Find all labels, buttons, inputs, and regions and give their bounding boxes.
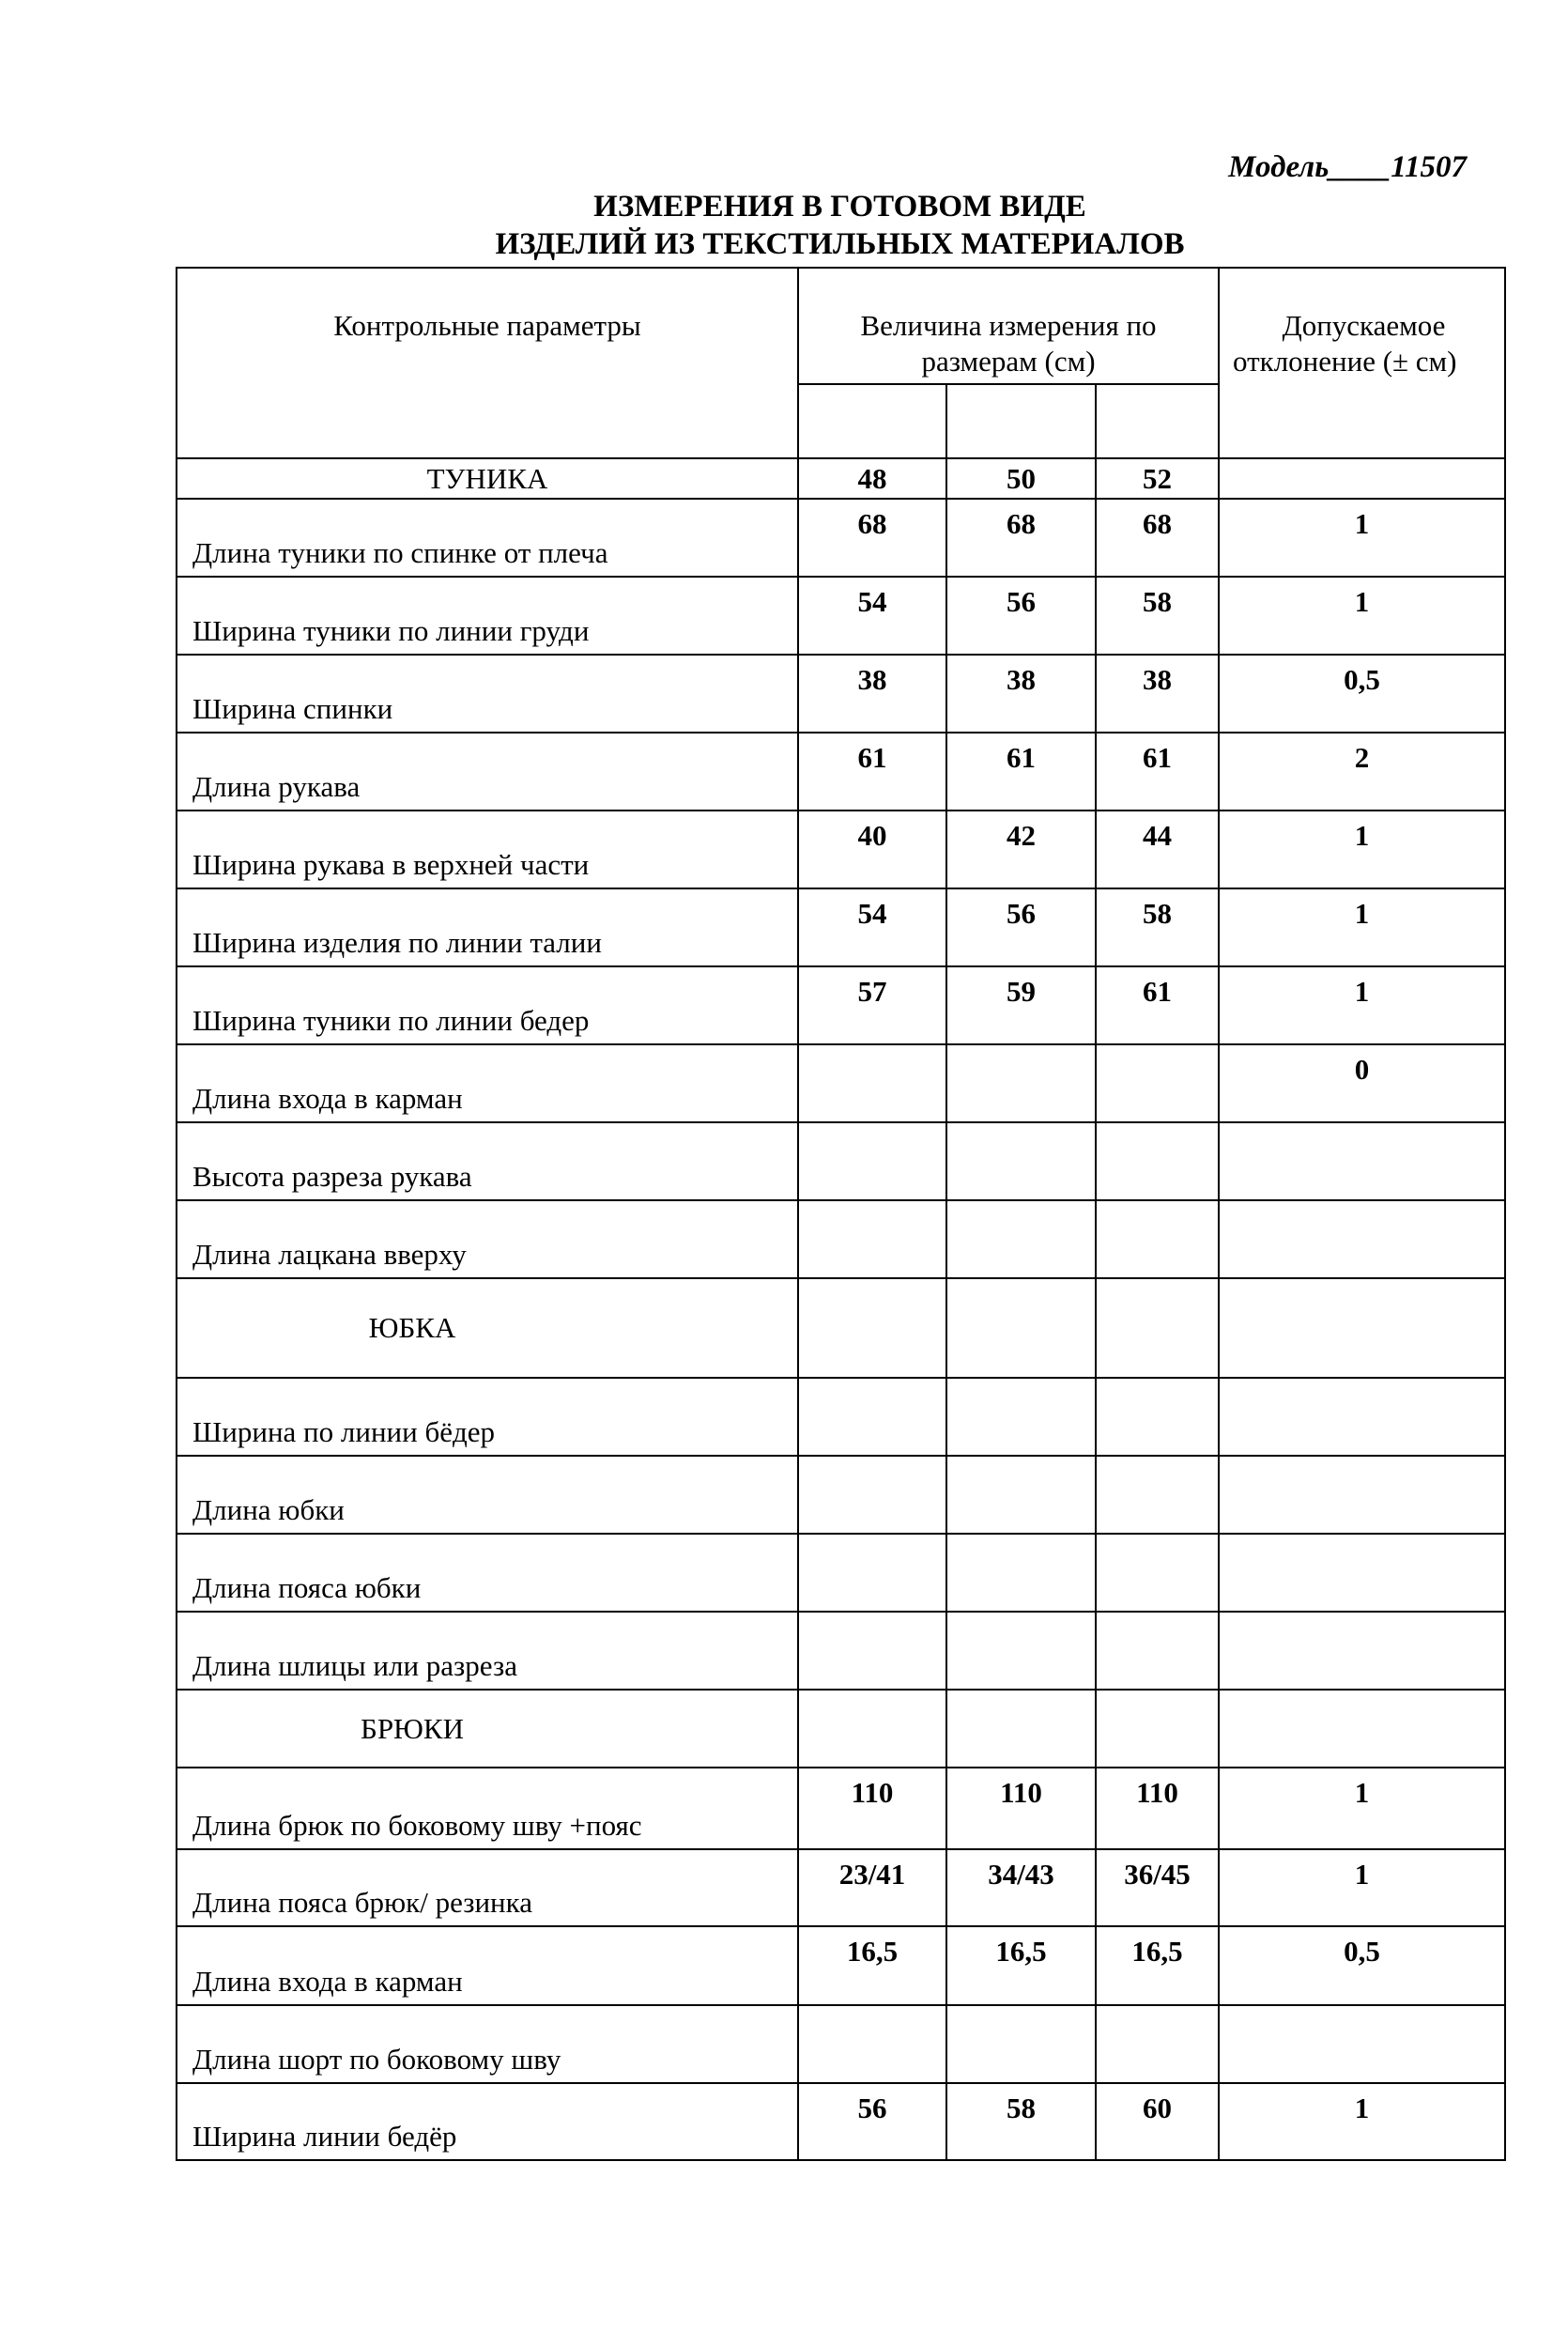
parameter-label: Длина пояса юбки [177, 1534, 798, 1612]
tolerance-value [1219, 2005, 1505, 2083]
size-value [1096, 1534, 1219, 1612]
parameter-label: Ширина по линии бёдер [177, 1378, 798, 1456]
size-value: 68 [798, 499, 946, 577]
table-row [177, 499, 1505, 577]
table-row [177, 888, 1505, 966]
table-row [177, 2083, 1505, 2160]
size-value: 110 [946, 1768, 1096, 1849]
size-value [798, 1044, 946, 1122]
table-row [177, 1044, 1505, 1122]
size-value: 54 [798, 577, 946, 655]
size-value: 56 [946, 888, 1096, 966]
size-value [798, 1612, 946, 1690]
parameter-label: Длина рукава [177, 733, 798, 811]
document-title-line-1: ИЗМЕРЕНИЯ В ГОТОВОМ ВИДЕ [593, 190, 1086, 224]
parameter-label: Длина входа в карман [177, 1044, 798, 1122]
size-value: 38 [1096, 655, 1219, 733]
size-value [798, 1200, 946, 1278]
size-value [798, 1278, 946, 1378]
size-value [1096, 1278, 1219, 1378]
size-value: 16,5 [1096, 1926, 1219, 2005]
size-header-cell [1096, 384, 1219, 458]
size-value: 59 [946, 966, 1096, 1044]
section-title: БРЮКИ [177, 1690, 798, 1768]
parameter-label: Ширина туники по линии бедер [177, 966, 798, 1044]
tolerance-value [1219, 1690, 1505, 1768]
parameter-label: Длина брюк по боковому шву +пояс [177, 1768, 798, 1849]
table-row [177, 1849, 1505, 1926]
parameter-label: Длина шорт по боковому шву [177, 2005, 798, 2083]
tolerance-value [1219, 1456, 1505, 1534]
size-value [946, 1044, 1096, 1122]
parameter-label: Ширина рукава в верхней части [177, 811, 798, 888]
size-header-cell [946, 384, 1096, 458]
size-value: 42 [946, 811, 1096, 888]
tolerance-value: 1 [1219, 1849, 1505, 1926]
tolerance-value: 1 [1219, 1768, 1505, 1849]
size-value [946, 1278, 1096, 1378]
tolerance-value: 1 [1219, 811, 1505, 888]
parameter-label: Длина входа в карман [177, 1926, 798, 2005]
size-value [798, 1122, 946, 1200]
size-value: 44 [1096, 811, 1219, 888]
model-number: Модель____11507 [1228, 150, 1467, 184]
section-title: ЮБКА [177, 1278, 798, 1378]
table-row [177, 1456, 1505, 1534]
tolerance-value: 1 [1219, 966, 1505, 1044]
parameter-label: Ширина спинки [177, 655, 798, 733]
size-value: 68 [946, 499, 1096, 577]
size-header-cell [798, 384, 946, 458]
tolerance-value: 0,5 [1219, 655, 1505, 733]
header-sizes: Величина измерения по размерам (см) [798, 268, 1219, 384]
size-value: 56 [946, 577, 1096, 655]
parameter-label: Длина шлицы или разреза [177, 1612, 798, 1690]
header-tolerance-line-2: отклонение (± см) [1233, 345, 1457, 378]
table-row [177, 655, 1505, 733]
tolerance-value [1219, 458, 1505, 499]
size-value: 34/43 [946, 1849, 1096, 1926]
tolerance-value [1219, 1122, 1505, 1200]
parameter-label: Длина лацкана вверху [177, 1200, 798, 1278]
size-value [946, 1690, 1096, 1768]
measurements-table [176, 267, 1506, 2161]
size-value [1096, 1044, 1219, 1122]
table-row [177, 733, 1505, 811]
size-label: 48 [798, 458, 946, 499]
table-row [177, 1534, 1505, 1612]
size-value [1096, 1200, 1219, 1278]
table-row [177, 577, 1505, 655]
table-row [177, 1612, 1505, 1690]
size-value: 68 [1096, 499, 1219, 577]
size-value: 61 [798, 733, 946, 811]
size-value: 38 [798, 655, 946, 733]
size-value [946, 1612, 1096, 1690]
tolerance-value: 1 [1219, 577, 1505, 655]
size-value: 40 [798, 811, 946, 888]
size-value: 16,5 [946, 1926, 1096, 2005]
size-value [798, 1378, 946, 1456]
header-tolerance [1219, 268, 1505, 458]
tolerance-value: 1 [1219, 888, 1505, 966]
table-row [177, 1378, 1505, 1456]
table-row [177, 811, 1505, 888]
size-value: 58 [946, 2083, 1096, 2160]
size-value [1096, 1456, 1219, 1534]
size-value [798, 2005, 946, 2083]
parameter-label: Длина юбки [177, 1456, 798, 1534]
size-value: 61 [1096, 733, 1219, 811]
parameter-label: Ширина туники по линии груди [177, 577, 798, 655]
table-row [177, 1768, 1505, 1849]
section-title: ТУНИКА [177, 458, 798, 499]
size-value [1096, 1612, 1219, 1690]
tolerance-value [1219, 1612, 1505, 1690]
size-value [1096, 1122, 1219, 1200]
size-value [798, 1690, 946, 1768]
size-value: 110 [1096, 1768, 1219, 1849]
size-value [1096, 1378, 1219, 1456]
header-params: Контрольные параметры [177, 268, 798, 458]
size-value: 61 [946, 733, 1096, 811]
table-row [177, 1122, 1505, 1200]
size-value: 60 [1096, 2083, 1219, 2160]
size-value: 56 [798, 2083, 946, 2160]
table-row [177, 966, 1505, 1044]
size-value [946, 1534, 1096, 1612]
table-row [177, 2005, 1505, 2083]
section-row [177, 458, 1505, 499]
size-value: 54 [798, 888, 946, 966]
header-tolerance-line-1: Допускаемое [1282, 309, 1446, 342]
parameter-label: Длина пояса брюк/ резинка [177, 1849, 798, 1926]
size-value: 36/45 [1096, 1849, 1219, 1926]
size-value: 58 [1096, 888, 1219, 966]
size-label: 50 [946, 458, 1096, 499]
parameter-label: Высота разреза рукава [177, 1122, 798, 1200]
size-value [1096, 1690, 1219, 1768]
size-label: 52 [1096, 458, 1219, 499]
size-value [946, 1200, 1096, 1278]
tolerance-value: 1 [1219, 2083, 1505, 2160]
tolerance-value [1219, 1200, 1505, 1278]
document-title-line-2: ИЗДЕЛИЙ ИЗ ТЕКСТИЛЬНЫХ МАТЕРИАЛОВ [495, 227, 1185, 261]
size-value: 16,5 [798, 1926, 946, 2005]
tolerance-value: 0,5 [1219, 1926, 1505, 2005]
size-value [798, 1534, 946, 1612]
size-value [946, 1122, 1096, 1200]
section-row [177, 1690, 1505, 1768]
tolerance-value [1219, 1534, 1505, 1612]
tolerance-value [1219, 1378, 1505, 1456]
parameter-label: Ширина линии бедёр [177, 2083, 798, 2160]
size-value: 110 [798, 1768, 946, 1849]
size-value [1096, 2005, 1219, 2083]
size-value: 38 [946, 655, 1096, 733]
tolerance-value: 0 [1219, 1044, 1505, 1122]
size-value [946, 1456, 1096, 1534]
parameter-label: Ширина изделия по линии талии [177, 888, 798, 966]
size-value [946, 1378, 1096, 1456]
parameter-label: Длина туники по спинке от плеча [177, 499, 798, 577]
size-value: 23/41 [798, 1849, 946, 1926]
size-value: 61 [1096, 966, 1219, 1044]
size-value [798, 1456, 946, 1534]
table-row [177, 1200, 1505, 1278]
section-row [177, 1278, 1505, 1378]
tolerance-value: 1 [1219, 499, 1505, 577]
size-value [946, 2005, 1096, 2083]
size-value: 58 [1096, 577, 1219, 655]
tolerance-value [1219, 1278, 1505, 1378]
table-row [177, 1926, 1505, 2005]
size-value: 57 [798, 966, 946, 1044]
tolerance-value: 2 [1219, 733, 1505, 811]
